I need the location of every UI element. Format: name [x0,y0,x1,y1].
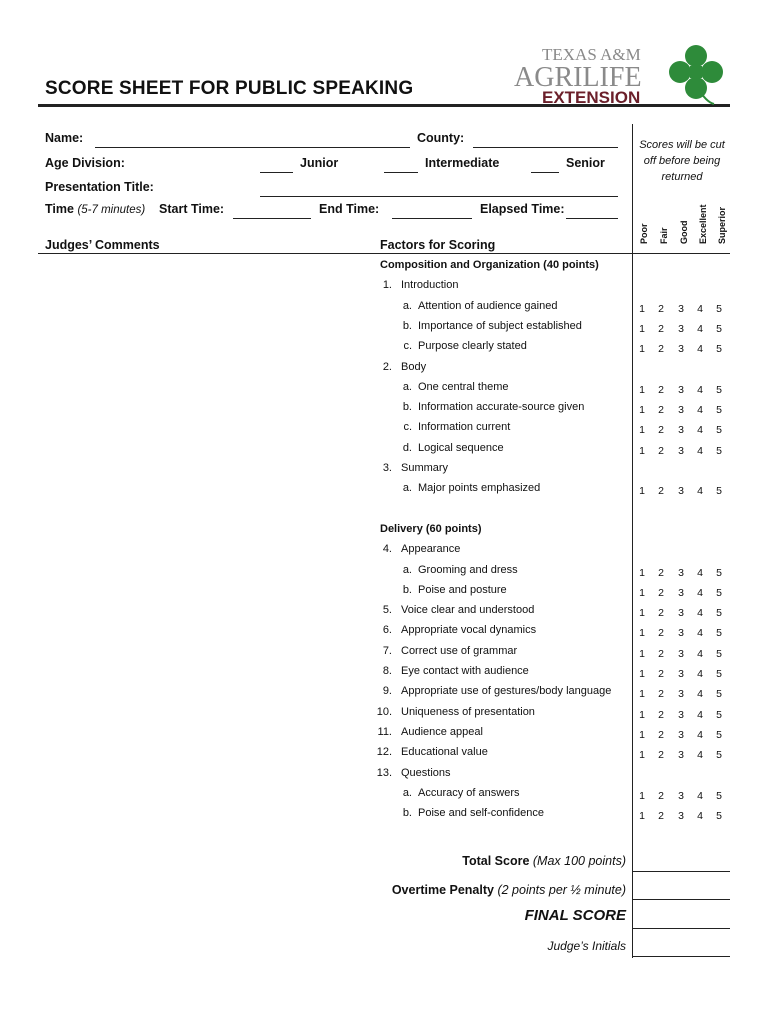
score-option-2[interactable]: 2 [658,749,664,762]
score-option-4[interactable]: 4 [697,688,703,701]
criterion-row [0,421,768,441]
score-option-3[interactable]: 3 [678,749,684,762]
criterion-number: c. [403,421,412,434]
criterion-label: Major points emphasized [418,482,541,495]
criterion-row [0,381,768,401]
score-option-2[interactable]: 2 [658,424,664,437]
criterion-number: 13. [376,766,392,779]
score-option-2[interactable]: 2 [658,607,664,620]
criterion-label: Information current [418,421,511,434]
score-option-1[interactable]: 1 [639,566,645,579]
end-time-field[interactable] [392,218,472,219]
criterion-label: Eye contact with audience [401,665,529,677]
score-option-4[interactable]: 4 [697,708,703,721]
score-option-4[interactable]: 4 [697,789,703,802]
criterion-label: Appropriate vocal dynamics [401,624,537,637]
total-score-label [462,854,626,868]
criterion-number: b. [402,401,412,414]
senior-checkbox[interactable] [531,172,559,173]
scores-note: Scores will be cut off before being returned [639,139,725,183]
rating-poor: Poor [639,223,649,244]
criterion-row [0,442,768,462]
criterion-row [0,665,768,685]
criterion-row [0,685,768,705]
score-option-2[interactable]: 2 [658,789,664,802]
score-option-4[interactable]: 4 [697,566,703,579]
criterion-number: b. [402,319,412,332]
score-option-4[interactable]: 4 [697,302,703,315]
name-field[interactable] [95,147,410,148]
score-option-4[interactable]: 4 [697,444,703,457]
criterion-label: Appearance [401,543,461,556]
presentation-title-label: Presentation Title: [45,180,154,194]
criterion-label: Introduction [401,279,459,292]
criterion-row [0,624,768,644]
start-time-label: Start Time: [159,202,225,216]
county-label: County: [417,131,465,145]
score-option-3[interactable]: 3 [678,708,684,721]
score-option-5[interactable]: 5 [716,668,722,680]
score-option-3[interactable]: 3 [678,424,684,437]
county-field[interactable] [473,147,618,148]
end-time-label: End Time: [319,202,380,216]
junior-label: Junior [300,156,339,170]
score-option-2[interactable]: 2 [658,322,664,335]
score-option-3[interactable]: 3 [678,668,684,680]
score-option-1[interactable]: 1 [639,627,645,640]
score-option-5[interactable]: 5 [716,728,722,741]
score-option-1[interactable]: 1 [639,688,645,701]
score-option-2[interactable]: 2 [658,647,664,660]
criterion-label: Audience appeal [401,725,483,738]
rating-good: Good [679,220,689,244]
logo-line3: EXTENSION [542,88,641,107]
criterion-number: a. [402,380,412,393]
section-header [0,259,768,279]
criterion-number: 4. [382,543,392,556]
score-option-5[interactable]: 5 [716,485,722,498]
agrilife-logo-graphic [512,38,732,108]
criterion-label: One central theme [418,380,509,393]
judges-comments-label: Judges’ Comments [45,238,160,252]
score-option-5[interactable]: 5 [716,404,722,417]
criterion-label: Educational value [401,746,488,759]
score-option-2[interactable]: 2 [658,383,664,396]
criterion-row [0,645,768,665]
total-score-field[interactable] [632,871,730,872]
criterion-row [0,564,768,584]
criterion-row [0,584,768,604]
rating-fair: Fair [659,227,669,244]
score-option-3[interactable]: 3 [678,688,684,701]
score-option-5[interactable]: 5 [716,789,722,802]
score-option-1[interactable]: 1 [639,668,645,680]
elapsed-time-label: Elapsed Time: [480,202,565,216]
criterion-row [0,746,768,766]
score-option-2[interactable]: 2 [658,586,664,599]
criterion-label: Voice clear and understood [401,604,535,617]
criterion-number: 1. [382,279,392,292]
section-title: Delivery (60 points) [380,522,482,535]
criterion-row [0,767,768,787]
criterion-label: Logical sequence [418,441,504,454]
criterion-label: Uniqueness of presentation [401,705,535,718]
score-option-2[interactable]: 2 [658,566,664,579]
header-rule [38,253,730,254]
score-option-1[interactable]: 1 [639,607,645,620]
final-score-label: FINAL SCORE [524,907,626,924]
rating-superior: Superior [717,206,727,244]
page-title: SCORE SHEET FOR PUBLIC SPEAKING [45,78,414,99]
agrilife-logo [512,38,732,108]
score-option-3[interactable]: 3 [678,404,684,417]
score-option-1[interactable]: 1 [639,485,645,498]
criterion-row [0,706,768,726]
score-option-5[interactable]: 5 [716,647,722,660]
score-option-2[interactable]: 2 [658,343,664,356]
criterion-row [0,320,768,340]
score-option-1[interactable]: 1 [639,444,645,457]
presentation-title-field[interactable] [260,196,618,197]
overtime-label [392,883,626,897]
criterion-number: b. [402,807,412,820]
senior-label: Senior [566,156,605,170]
score-option-3[interactable]: 3 [678,444,684,457]
time-label [45,202,145,216]
criterion-row [0,482,768,502]
score-option-2[interactable]: 2 [658,627,664,640]
criterion-number: 8. [382,665,392,677]
score-option-1[interactable]: 1 [639,810,645,823]
score-option-1[interactable]: 1 [639,789,645,802]
score-option-3[interactable]: 3 [678,607,684,620]
score-option-5[interactable]: 5 [716,444,722,457]
score-option-2[interactable]: 2 [658,728,664,741]
criterion-number: 2. [382,360,392,373]
criterion-row [0,787,768,807]
criterion-row [0,604,768,624]
criterion-row [0,726,768,746]
criterion-number: a. [402,299,412,312]
criterion-row [0,340,768,360]
criterion-number: 5. [382,604,392,617]
rating-excellent: Excellent [698,204,708,244]
score-option-5[interactable]: 5 [716,322,722,335]
criterion-label: Questions [401,766,451,779]
criterion-number: 12. [376,746,392,759]
score-option-2[interactable]: 2 [658,485,664,498]
four-h-clover-icon [669,45,723,104]
criterion-number: 11. [377,725,392,738]
criterion-label: Grooming and dress [418,563,518,576]
score-option-1[interactable]: 1 [639,404,645,417]
logo-line1: TEXAS A&M [542,45,641,64]
score-option-4[interactable]: 4 [697,627,703,640]
score-option-3[interactable]: 3 [678,302,684,315]
overtime-note: (2 points per ½ minute) [497,883,626,897]
criterion-label: Body [401,360,427,373]
criterion-label: Summary [401,462,449,474]
criterion-number: a. [402,482,412,495]
name-label: Name: [45,131,84,145]
score-option-4[interactable]: 4 [697,586,703,599]
criterion-label: Poise and posture [418,583,507,596]
score-option-3[interactable]: 3 [678,566,684,579]
criterion-number: 3. [382,462,392,474]
criterion-number: a. [402,786,412,799]
score-option-1[interactable]: 1 [639,302,645,315]
score-option-2[interactable]: 2 [658,810,664,823]
score-option-2[interactable]: 2 [658,302,664,315]
score-option-4[interactable]: 4 [697,485,703,498]
score-option-3[interactable]: 3 [678,343,684,356]
criterion-row [0,279,768,299]
initials-label: Judge’s Initials [547,939,626,953]
score-option-1[interactable]: 1 [639,343,645,356]
score-option-4[interactable]: 4 [697,383,703,396]
score-option-4[interactable]: 4 [697,404,703,417]
score-option-2[interactable]: 2 [658,708,664,721]
age-division-label: Age Division: [45,156,125,170]
criterion-row [0,300,768,320]
section-header [0,523,768,543]
overtime-text: Overtime Penalty [391,883,494,897]
score-option-2[interactable]: 2 [658,668,664,680]
score-option-5[interactable]: 5 [716,810,722,823]
score-option-1[interactable]: 1 [639,708,645,721]
criterion-label: Importance of subject established [418,319,582,332]
criterion-number: d. [402,441,412,454]
time-note: (5-7 minutes) [77,204,146,216]
score-option-4[interactable]: 4 [697,668,703,680]
criterion-row [0,361,768,381]
score-option-3[interactable]: 3 [678,810,684,823]
criterion-number: 6. [382,624,392,637]
score-option-1[interactable]: 1 [639,383,645,396]
score-option-1[interactable]: 1 [639,728,645,741]
score-option-5[interactable]: 5 [716,383,722,396]
score-option-3[interactable]: 3 [678,586,684,599]
elapsed-time-field[interactable] [566,218,618,219]
score-option-1[interactable]: 1 [639,586,645,599]
criterion-number: b. [402,583,412,596]
total-score-text: Total Score [462,854,530,868]
criterion-number: 7. [382,644,392,657]
score-option-5[interactable]: 5 [716,566,722,579]
criterion-number: 10. [376,705,392,718]
score-option-5[interactable]: 5 [716,627,722,640]
score-option-5[interactable]: 5 [716,607,722,620]
criterion-number: 9. [382,685,392,698]
score-option-1[interactable]: 1 [639,322,645,335]
score-option-4[interactable]: 4 [697,343,703,356]
score-option-4[interactable]: 4 [697,647,703,660]
score-option-3[interactable]: 3 [678,383,684,396]
score-option-1[interactable]: 1 [639,647,645,660]
section-title: Composition and Organization (40 points) [380,259,599,271]
score-option-5[interactable]: 5 [716,749,722,762]
score-option-4[interactable]: 4 [697,424,703,437]
criterion-label: Appropriate use of gestures/body language [401,685,612,698]
criterion-number: a. [402,563,412,576]
factors-header: Factors for Scoring [380,238,496,252]
score-option-3[interactable]: 3 [678,728,684,741]
total-score-note: (Max 100 points) [532,854,626,868]
score-option-3[interactable]: 3 [678,647,684,660]
score-option-3[interactable]: 3 [678,627,684,640]
score-option-2[interactable]: 2 [658,444,664,457]
criterion-row [0,503,768,523]
criterion-row [0,807,768,827]
score-option-5[interactable]: 5 [716,302,722,315]
criterion-label: Poise and self-confidence [418,807,544,820]
overtime-field[interactable] [632,899,730,900]
criterion-label: Purpose clearly stated [418,340,527,353]
score-option-3[interactable]: 3 [678,789,684,802]
score-option-4[interactable]: 4 [697,749,703,762]
score-option-3[interactable]: 3 [678,485,684,498]
criterion-label: Information accurate-source given [418,401,585,414]
score-option-1[interactable]: 1 [639,424,645,437]
intermediate-checkbox[interactable] [384,172,418,173]
time-text: Time [45,202,74,216]
score-option-4[interactable]: 4 [697,322,703,335]
score-option-5[interactable]: 5 [716,708,722,721]
score-option-5[interactable]: 5 [716,586,722,599]
junior-checkbox[interactable] [260,172,293,173]
score-option-1[interactable]: 1 [639,749,645,762]
criterion-row [0,401,768,421]
score-option-3[interactable]: 3 [678,322,684,335]
criterion-row [0,543,768,563]
score-option-5[interactable]: 5 [716,424,722,437]
logo-line2: AGRILIFE [514,62,642,93]
criterion-label: Attention of audience gained [418,299,558,312]
criterion-number: c. [403,340,412,353]
criterion-label: Accuracy of answers [418,786,520,799]
initials-field[interactable] [632,956,730,957]
score-option-4[interactable]: 4 [697,728,703,741]
start-time-field[interactable] [233,218,311,219]
criterion-label: Correct use of grammar [401,644,518,657]
final-score-field[interactable] [632,928,730,929]
criterion-row [0,462,768,482]
score-option-2[interactable]: 2 [658,688,664,701]
score-option-5[interactable]: 5 [716,343,722,356]
score-option-5[interactable]: 5 [716,688,722,701]
score-option-4[interactable]: 4 [697,810,703,823]
score-option-2[interactable]: 2 [658,404,664,417]
score-option-4[interactable]: 4 [697,607,703,620]
intermediate-label: Intermediate [425,156,500,170]
